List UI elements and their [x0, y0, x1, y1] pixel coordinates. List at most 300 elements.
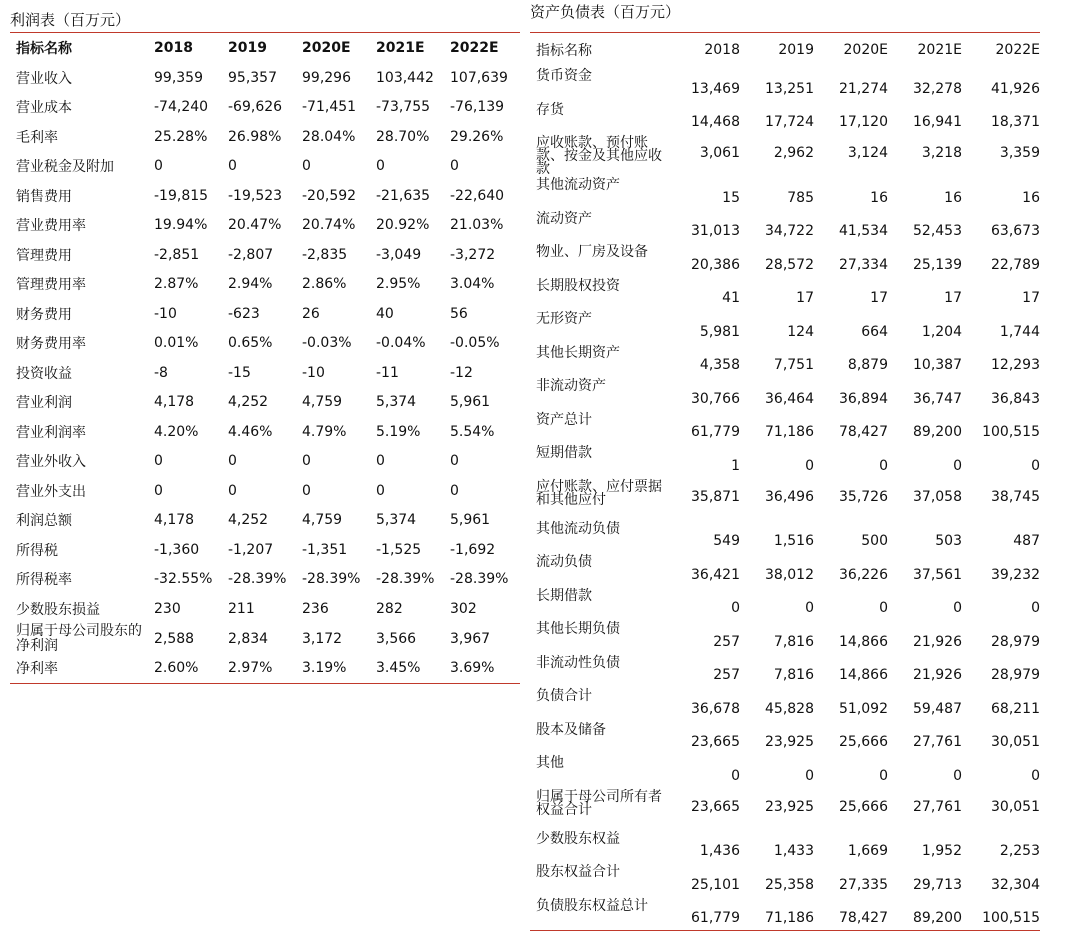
cell-value: -21,635 — [376, 187, 431, 204]
row-label: 营业成本 — [16, 100, 72, 117]
row-label: 股本及储备 — [536, 721, 606, 738]
row-label: 营业利润 — [16, 395, 72, 412]
row-label: 负债股东权益总计 — [536, 897, 648, 914]
column-header: 2021E — [376, 40, 425, 56]
cell-value: 257 — [713, 667, 740, 683]
income-statement-title: 利润表（百万元） — [10, 11, 131, 29]
cell-value: 23,925 — [765, 734, 814, 750]
row-label: 货币资金 — [536, 68, 592, 84]
row-label: 股东权益合计 — [536, 864, 620, 880]
table-row — [530, 411, 1040, 445]
row-label: 非流动资产 — [536, 378, 606, 394]
balance-header-row — [530, 33, 1040, 68]
row-label: 财务费用率 — [16, 336, 86, 353]
cell-value: -2,851 — [154, 246, 200, 263]
cell-value: 236 — [302, 600, 329, 617]
cell-value: 36,843 — [991, 390, 1040, 407]
cell-value: 7,751 — [773, 357, 814, 373]
cell-value: 21,274 — [839, 80, 888, 97]
cell-value: 1,669 — [847, 843, 888, 859]
table-row — [10, 506, 520, 536]
cell-value: 1,952 — [921, 843, 962, 859]
cell-value: 61,779 — [691, 424, 740, 440]
table-row — [530, 654, 1040, 688]
table-row — [10, 299, 520, 329]
cell-value: 32,278 — [913, 80, 962, 97]
cell-value: 36,678 — [691, 700, 740, 717]
balance-sheet-panel — [530, 2, 1040, 931]
cell-value: -19,815 — [154, 187, 209, 204]
cell-value: 503 — [935, 533, 962, 549]
row-label: 长期借款 — [536, 587, 592, 604]
cell-value: 38,012 — [765, 566, 814, 583]
column-header: 2022E — [450, 40, 499, 56]
cell-value: 41,926 — [991, 80, 1040, 97]
row-label: 应收账款、预付账款、按金及其他应收款 — [536, 135, 662, 177]
cell-value: 27,335 — [839, 876, 888, 893]
cell-value: -32.55% — [154, 571, 213, 588]
column-header: 指标名称 — [536, 43, 592, 59]
row-label: 无形资产 — [536, 311, 592, 327]
cell-value: 78,427 — [839, 910, 888, 926]
cell-value: 0 — [302, 158, 311, 175]
cell-value: 302 — [450, 600, 477, 617]
row-label: 其他 — [536, 755, 564, 771]
cell-value: 17 — [1022, 290, 1040, 306]
balance-sheet-table — [530, 32, 1040, 931]
cell-value: 40 — [376, 305, 394, 322]
cell-value: 0 — [302, 482, 311, 499]
cell-value: 16 — [944, 189, 962, 206]
table-row — [530, 243, 1040, 277]
table-row — [530, 788, 1040, 830]
cell-value: 5,374 — [376, 512, 417, 529]
cell-value: 2,588 — [154, 630, 195, 647]
row-label: 营业税金及附加 — [16, 159, 114, 176]
cell-value: -10 — [302, 364, 325, 381]
table-row — [530, 176, 1040, 210]
cell-value: 0 — [1031, 767, 1040, 784]
cell-value: 28.70% — [376, 128, 430, 145]
cell-value: 25,139 — [913, 256, 962, 273]
cell-value: 0 — [228, 482, 237, 499]
cell-value: 16 — [870, 189, 888, 206]
cell-value: 25,666 — [839, 798, 888, 815]
cell-value: 5.54% — [450, 423, 495, 440]
cell-value: -28.39% — [228, 571, 287, 588]
table-row — [530, 344, 1040, 378]
cell-value: 0 — [450, 158, 459, 175]
column-header: 2020E — [843, 42, 888, 58]
cell-value: -3,272 — [450, 246, 496, 263]
column-header: 2018 — [154, 40, 193, 56]
row-label: 少数股东损益 — [16, 601, 100, 618]
table-row — [530, 310, 1040, 344]
cell-value: 0 — [953, 457, 962, 474]
cell-value: 1,436 — [699, 843, 740, 859]
table-row — [530, 520, 1040, 554]
row-label: 其他长期资产 — [536, 344, 620, 361]
cell-value: 20.74% — [302, 217, 356, 234]
table-row — [10, 417, 520, 447]
cell-value: 4,252 — [228, 394, 269, 411]
cell-value: 3,359 — [999, 145, 1040, 161]
cell-value: 28.04% — [302, 128, 356, 145]
cell-value: 28,979 — [991, 633, 1040, 650]
cell-value: 107,639 — [450, 69, 508, 86]
table-row — [530, 210, 1040, 244]
cell-value: 28,979 — [991, 667, 1040, 683]
income-table-body — [10, 63, 520, 684]
cell-value: 45,828 — [765, 700, 814, 717]
cell-value: 0.65% — [228, 335, 273, 352]
table-row — [10, 63, 520, 93]
table-row — [10, 624, 520, 654]
cell-value: -1,351 — [302, 541, 348, 558]
cell-value: 0 — [805, 600, 814, 616]
table-row — [530, 277, 1040, 311]
row-label: 长期股权投资 — [536, 277, 620, 294]
cell-value: 30,766 — [691, 390, 740, 407]
cell-value: -3,049 — [376, 246, 422, 263]
column-header: 2019 — [778, 42, 814, 58]
cell-value: 30,051 — [991, 734, 1040, 750]
cell-value: 15 — [722, 189, 740, 206]
cell-value: 7,816 — [773, 633, 814, 650]
cell-value: 34,722 — [765, 223, 814, 239]
cell-value: 36,421 — [691, 566, 740, 583]
table-row — [530, 553, 1040, 587]
cell-value: 89,200 — [913, 910, 962, 926]
cell-value: -28.39% — [302, 571, 361, 588]
cell-value: 4,358 — [699, 357, 740, 373]
row-label: 营业外支出 — [16, 483, 86, 500]
table-row — [530, 377, 1040, 411]
cell-value: 3,061 — [699, 145, 740, 161]
cell-value: 17 — [944, 290, 962, 306]
cell-value: -76,139 — [450, 99, 505, 116]
cell-value: 3.04% — [450, 276, 495, 293]
cell-value: 5,981 — [699, 323, 740, 340]
balance-sheet-title: 资产负债表（百万元） — [530, 3, 681, 21]
table-row — [530, 134, 1040, 176]
row-label: 营业外收入 — [16, 454, 86, 471]
cell-value: 29.26% — [450, 128, 504, 145]
cell-value: -69,626 — [228, 99, 283, 116]
row-label: 利润总额 — [16, 513, 72, 530]
cell-value: 36,894 — [839, 390, 888, 407]
table-row — [10, 388, 520, 418]
table-row — [530, 754, 1040, 788]
table-row — [530, 67, 1040, 101]
cell-value: 3.45% — [376, 660, 421, 677]
cell-value: 18,371 — [991, 114, 1040, 130]
cell-value: 19.94% — [154, 217, 208, 234]
cell-value: -0.04% — [376, 335, 426, 352]
cell-value: 78,427 — [839, 424, 888, 440]
cell-value: 0 — [154, 482, 163, 499]
cell-value: 20.47% — [228, 217, 282, 234]
cell-value: 27,334 — [839, 256, 888, 273]
cell-value: 68,211 — [991, 700, 1040, 717]
cell-value: 41 — [722, 290, 740, 306]
cell-value: 3,967 — [450, 630, 491, 647]
cell-value: -1,692 — [450, 541, 496, 558]
row-label: 所得税 — [16, 542, 58, 559]
cell-value: -1,207 — [228, 541, 274, 558]
row-label: 营业利润率 — [16, 424, 86, 441]
cell-value: 0 — [376, 453, 385, 470]
cell-value: 38,745 — [991, 488, 1040, 505]
cell-value: 17,120 — [839, 114, 888, 130]
income-statement-panel — [10, 8, 520, 684]
table-row — [530, 687, 1040, 721]
table-row — [10, 270, 520, 300]
cell-value: -28.39% — [376, 571, 435, 588]
cell-value: 28,572 — [765, 256, 814, 273]
cell-value: 17 — [870, 290, 888, 306]
cell-value: -0.03% — [302, 335, 352, 352]
cell-value: 4.46% — [228, 423, 273, 440]
table-row — [10, 152, 520, 182]
cell-value: 71,186 — [765, 910, 814, 926]
table-row — [10, 594, 520, 624]
cell-value: 23,665 — [691, 734, 740, 750]
row-label: 短期借款 — [536, 445, 592, 461]
cell-value: 30,051 — [991, 798, 1040, 815]
cell-value: 21,926 — [913, 667, 962, 683]
table-row — [530, 587, 1040, 621]
cell-value: 0 — [805, 457, 814, 474]
table-row — [10, 93, 520, 123]
cell-value: 5,961 — [450, 394, 491, 411]
cell-value: 21.03% — [450, 217, 504, 234]
cell-value: 0 — [731, 600, 740, 616]
row-label: 所得税率 — [16, 572, 72, 589]
cell-value: 0 — [1031, 600, 1040, 616]
row-label: 应付账款、应付票据和其他应付 — [536, 478, 662, 508]
cell-value: -2,807 — [228, 246, 274, 263]
cell-value: 14,866 — [839, 667, 888, 683]
cell-value: 0 — [731, 767, 740, 784]
cell-value: 17 — [796, 290, 814, 306]
cell-value: 0 — [450, 482, 459, 499]
cell-value: 36,747 — [913, 390, 962, 407]
cell-value: 14,468 — [691, 114, 740, 130]
column-header: 2020E — [302, 40, 351, 56]
table-row — [530, 721, 1040, 755]
cell-value: 59,487 — [913, 700, 962, 717]
cell-value: 21,926 — [913, 633, 962, 650]
cell-value: 29,713 — [913, 876, 962, 893]
row-label: 营业费用率 — [16, 218, 86, 235]
cell-value: 37,058 — [913, 488, 962, 505]
row-label: 负债合计 — [536, 688, 592, 704]
cell-value: 100,515 — [982, 910, 1040, 926]
row-label: 非流动性负债 — [536, 654, 620, 671]
cell-value: 35,871 — [691, 488, 740, 505]
cell-value: 0 — [805, 767, 814, 784]
cell-value: -28.39% — [450, 571, 509, 588]
cell-value: -623 — [228, 305, 260, 322]
cell-value: 1,433 — [773, 843, 814, 859]
table-row — [10, 358, 520, 388]
cell-value: 0 — [879, 767, 888, 784]
cell-value: 61,779 — [691, 910, 740, 926]
cell-value: 12,293 — [991, 357, 1040, 373]
cell-value: 282 — [376, 600, 403, 617]
cell-value: -73,755 — [376, 99, 431, 116]
row-label: 归属于母公司股东的净利润 — [16, 622, 142, 654]
cell-value: 2.86% — [302, 276, 347, 293]
income-header-row — [10, 33, 520, 64]
cell-value: 7,816 — [773, 667, 814, 683]
cell-value: 13,469 — [691, 80, 740, 97]
row-label: 物业、厂房及设备 — [536, 244, 648, 260]
row-label: 存货 — [536, 101, 564, 118]
table-row — [10, 329, 520, 359]
table-row — [10, 447, 520, 477]
row-label: 流动资产 — [536, 210, 592, 227]
cell-value: 0 — [879, 457, 888, 474]
cell-value: 3,172 — [302, 630, 343, 647]
cell-value: 23,925 — [765, 798, 814, 815]
cell-value: -0.05% — [450, 335, 500, 352]
cell-value: 230 — [154, 600, 181, 617]
cell-value: -22,640 — [450, 187, 505, 204]
row-label: 营业收入 — [16, 70, 72, 87]
cell-value: 56 — [450, 305, 468, 322]
cell-value: -1,360 — [154, 541, 200, 558]
cell-value: 32,304 — [991, 876, 1040, 893]
cell-value: 5,374 — [376, 394, 417, 411]
cell-value: 211 — [228, 600, 255, 617]
cell-value: 0 — [376, 482, 385, 499]
cell-value: 3,218 — [921, 145, 962, 161]
cell-value: 35,726 — [839, 488, 888, 505]
cell-value: 2.87% — [154, 276, 199, 293]
table-row — [10, 535, 520, 565]
row-label: 资产总计 — [536, 411, 592, 428]
cell-value: 4,252 — [228, 512, 269, 529]
cell-value: -10 — [154, 305, 177, 322]
cell-value: 16,941 — [913, 114, 962, 130]
row-label: 其他流动负债 — [536, 520, 620, 537]
cell-value: -15 — [228, 364, 251, 381]
cell-value: 36,226 — [839, 566, 888, 583]
balance-table-body — [530, 67, 1040, 931]
table-row — [530, 478, 1040, 520]
table-row — [530, 620, 1040, 654]
cell-value: 0 — [450, 453, 459, 470]
cell-value: 0 — [302, 453, 311, 470]
cell-value: 99,359 — [154, 69, 203, 86]
cell-value: 5,961 — [450, 512, 491, 529]
cell-value: 1,744 — [999, 323, 1040, 340]
cell-value: 4.79% — [302, 423, 347, 440]
cell-value: 4,178 — [154, 394, 195, 411]
cell-value: 4.20% — [154, 423, 199, 440]
cell-value: 2.94% — [228, 276, 273, 293]
table-row — [10, 211, 520, 241]
table-row — [530, 101, 1040, 135]
cell-value: 1 — [731, 457, 740, 474]
cell-value: -19,523 — [228, 187, 283, 204]
row-label: 管理费用率 — [16, 277, 86, 294]
cell-value: 52,453 — [913, 223, 962, 239]
cell-value: 26 — [302, 305, 320, 322]
cell-value: 1,204 — [921, 323, 962, 340]
table-row — [10, 181, 520, 211]
cell-value: 25,101 — [691, 876, 740, 893]
table-row — [530, 897, 1040, 931]
cell-value: 25.28% — [154, 128, 208, 145]
cell-value: 4,178 — [154, 512, 195, 529]
row-label: 销售费用 — [16, 188, 72, 205]
cell-value: 0 — [879, 600, 888, 616]
cell-value: 27,761 — [913, 734, 962, 750]
cell-value: 0 — [1031, 457, 1040, 474]
cell-value: 0 — [154, 453, 163, 470]
cell-value: 89,200 — [913, 424, 962, 440]
cell-value: 500 — [861, 533, 888, 549]
cell-value: 3,124 — [847, 145, 888, 161]
cell-value: 25,358 — [765, 876, 814, 893]
cell-value: -71,451 — [302, 99, 357, 116]
cell-value: 0 — [376, 158, 385, 175]
table-row — [10, 565, 520, 595]
cell-value: 0.01% — [154, 335, 199, 352]
cell-value: 2,834 — [228, 630, 269, 647]
row-label: 管理费用 — [16, 247, 72, 264]
table-row — [530, 863, 1040, 897]
cell-value: 37,561 — [913, 566, 962, 583]
cell-value: -8 — [154, 364, 168, 381]
column-header: 指标名称 — [16, 41, 72, 57]
row-label: 流动负债 — [536, 554, 592, 570]
cell-value: 25,666 — [839, 734, 888, 750]
cell-value: 27,761 — [913, 798, 962, 815]
row-label: 归属于母公司所有者权益合计 — [536, 788, 662, 818]
row-label: 投资收益 — [16, 365, 72, 382]
cell-value: 103,442 — [376, 69, 434, 86]
cell-value: 41,534 — [839, 223, 888, 239]
cell-value: 20,386 — [691, 256, 740, 273]
cell-value: 0 — [953, 767, 962, 784]
cell-value: 20.92% — [376, 217, 430, 234]
table-row — [530, 830, 1040, 864]
cell-value: 3,566 — [376, 630, 417, 647]
cell-value: 4,759 — [302, 512, 343, 529]
cell-value: 549 — [713, 533, 740, 549]
cell-value: 4,759 — [302, 394, 343, 411]
cell-value: -74,240 — [154, 99, 209, 116]
cell-value: 2.60% — [154, 660, 199, 677]
cell-value: -11 — [376, 364, 399, 381]
cell-value: 3.69% — [450, 660, 495, 677]
cell-value: 1,516 — [773, 533, 814, 549]
row-label: 净利率 — [16, 661, 58, 678]
cell-value: 0 — [228, 453, 237, 470]
cell-value: 0 — [154, 158, 163, 175]
row-label: 其他流动资产 — [536, 177, 620, 193]
column-header: 2018 — [704, 42, 740, 58]
row-label: 毛利率 — [16, 129, 58, 146]
cell-value: 2.95% — [376, 276, 421, 293]
cell-value: 36,464 — [765, 390, 814, 407]
cell-value: 23,665 — [691, 798, 740, 815]
cell-value: 14,866 — [839, 633, 888, 650]
